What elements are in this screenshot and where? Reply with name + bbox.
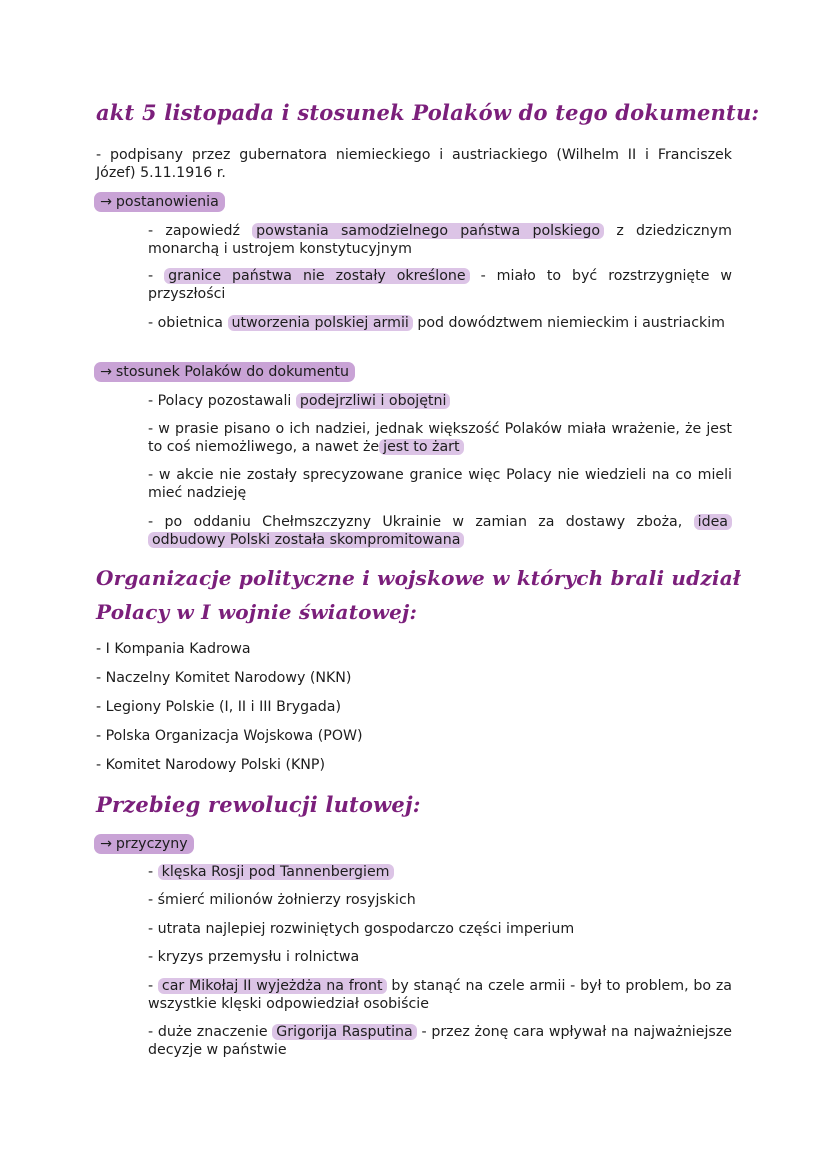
label-stosunek-text: stosunek Polaków do dokumentu — [115, 364, 349, 380]
highlight: powstania samodzielnego państwa polskiego — [252, 223, 604, 239]
section-heading-rewolucja: Przebieg rewolucji lutowej: — [96, 792, 421, 817]
text-part: - w prasie pisano o ich nadziei, jednak większość Polaków miała wrażenie, że jest to coś niemożliwego, a nawet że — [148, 421, 732, 455]
list-item: - I Kompania Kadrowa — [96, 641, 251, 657]
intro-text: - podpisany przez gubernatora niemieckiego i austriackiego (Wilhelm II i Franciszek Józef) 5.11.1916 r. — [96, 147, 732, 181]
text-part: - obietnica — [148, 315, 228, 331]
list-item — [148, 513, 732, 549]
label-postanowienia — [94, 192, 225, 212]
label-postanowienia-text: postanowienia — [115, 194, 219, 210]
text-part: - duże znaczenie — [148, 1024, 273, 1040]
label-przyczyny — [94, 834, 194, 854]
list-item — [148, 392, 450, 410]
highlight: podejrzliwi i obojętni — [296, 393, 451, 409]
text-part: - zapowiedź — [148, 223, 253, 239]
highlight: Grigorija Rasputina — [272, 1024, 416, 1040]
highlight: jest to żart — [379, 439, 463, 455]
list-item — [148, 267, 732, 303]
list-item: - Legiony Polskie (I, II i III Brygada) — [96, 699, 342, 715]
list-item — [148, 420, 732, 456]
text-part: - miało to być rozstrzygnięte w przyszłości — [148, 268, 732, 302]
list-item: - utrata najlepiej rozwiniętych gospodarczo części imperium — [148, 921, 575, 937]
text-part: z dziedzicznym monarchą i ustrojem konstytucyjnym — [148, 223, 732, 257]
right-arrow-icon: → — [100, 194, 112, 210]
text-part: - — [148, 864, 158, 880]
highlight: utworzenia polskiej armii — [228, 315, 413, 331]
section-heading-organizacje-2: Polacy w I wojnie światowej: — [96, 600, 418, 624]
list-item: - w akcie nie zostały sprecyzowane granice więc Polacy nie wiedzieli na co mieli mieć nadzieję — [148, 467, 732, 501]
text-part: pod dowództwem niemieckim i austriackim — [412, 315, 725, 331]
text-part: - — [148, 978, 158, 994]
text-part: - Polacy pozostawali — [148, 393, 296, 409]
label-przyczyny-text: przyczyny — [115, 836, 188, 852]
section-heading-organizacje: Organizacje polityczne i wojskowe w których brali udział — [96, 566, 741, 590]
section-heading-akt: akt 5 listopada i stosunek Polaków do tego dokumentu: — [96, 100, 760, 125]
text-part: - przez żonę cara wpływał na najważniejsze decyzje w państwie — [148, 1024, 732, 1058]
right-arrow-icon: → — [100, 364, 112, 380]
highlight: klęska Rosji pod Tannenbergiem — [158, 864, 394, 880]
list-item: - Naczelny Komitet Narodowy (NKN) — [96, 670, 352, 686]
highlight: granice państwa nie zostały określone — [164, 268, 470, 284]
list-item — [148, 977, 732, 1013]
list-item: - śmierć milionów żołnierzy rosyjskich — [148, 892, 416, 908]
list-item: - Polska Organizacja Wojskowa (POW) — [96, 728, 363, 744]
highlight: idea odbudowy Polski została skompromitowana — [148, 514, 732, 548]
right-arrow-icon: → — [100, 836, 112, 852]
list-item — [148, 222, 732, 258]
list-item: - Komitet Narodowy Polski (KNP) — [96, 757, 326, 773]
text-part: by stanąć na czele armii - był to problem, bo za wszystkie klęski odpowiedział osobiście — [148, 978, 732, 1012]
list-item — [148, 863, 394, 881]
list-item — [148, 1023, 732, 1059]
highlight: car Mikołaj II wyjeżdża na front — [158, 978, 387, 994]
text-part: - po oddaniu Chełmszczyzny Ukrainie w zamian za dostawy zboża, — [148, 514, 694, 530]
list-item: - kryzys przemysłu i rolnictwa — [148, 949, 360, 965]
label-stosunek — [94, 362, 355, 382]
text-part: - — [148, 268, 165, 284]
list-item — [148, 314, 732, 332]
